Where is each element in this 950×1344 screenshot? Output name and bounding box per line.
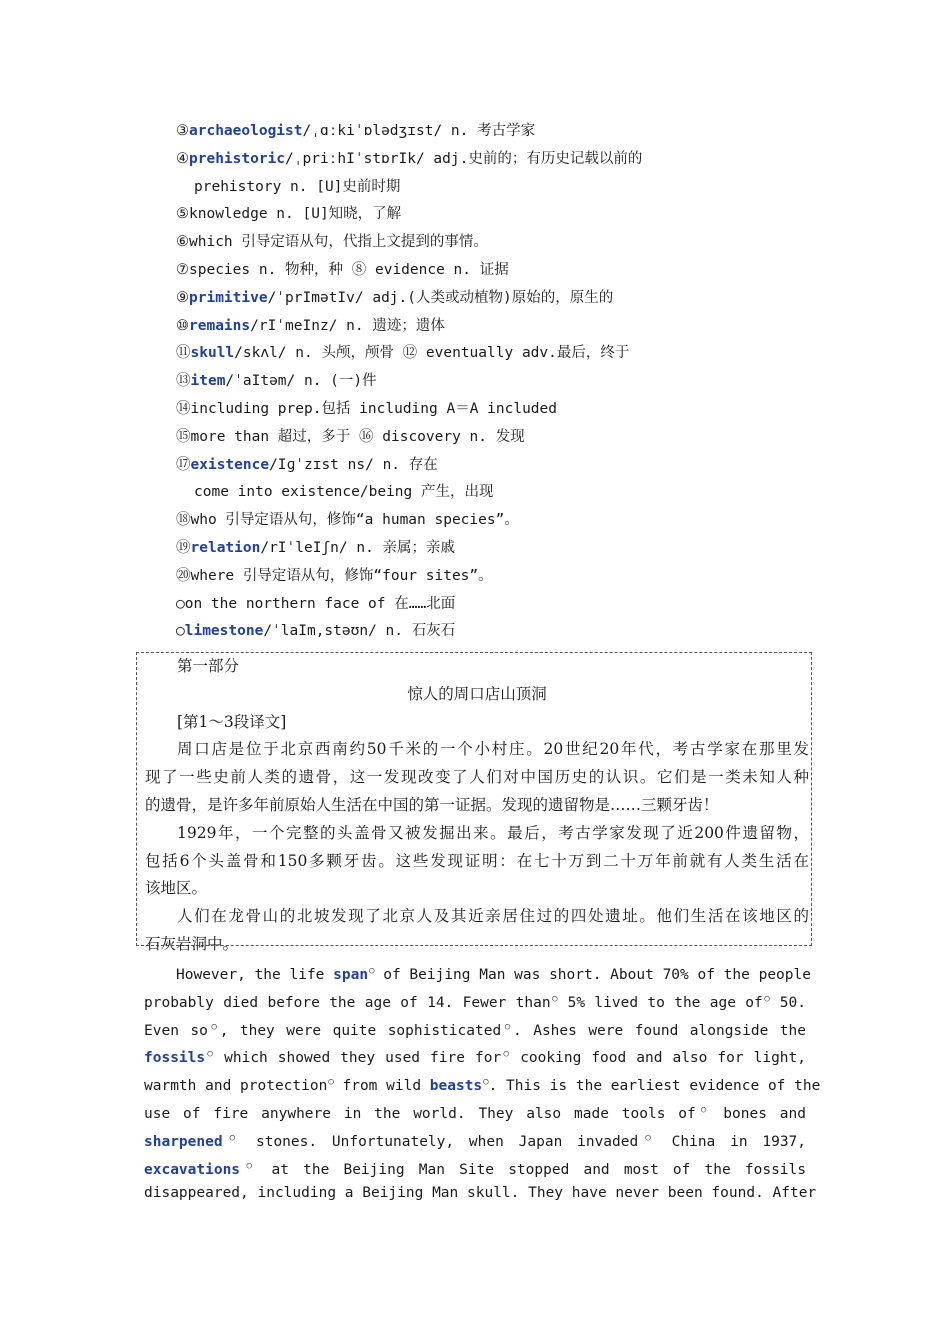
passage-text: China in 1937, [656,1133,807,1150]
entry-number: ⑥ [176,234,189,251]
keyword: relation [190,539,261,556]
vocab-entry [176,535,816,563]
entry-number: ⑳ [176,567,191,584]
note-marker: ○ [241,1160,258,1171]
note-marker: ○ [502,1021,514,1032]
vocab-entry [176,174,816,202]
entry-text: /rIˈleIʃn/ n. 亲属；亲戚 [260,539,456,556]
english-passage [144,958,821,1208]
note-marker: ○ [208,1021,220,1032]
note-marker: ○ [639,1132,657,1143]
keyword: remains [189,317,251,334]
vocab-entry [176,201,816,229]
entry-number: ⑤ [176,206,189,223]
entry-number: ⑮ [176,428,191,445]
passage-text: . This is the earliest evidence of the [488,1078,821,1095]
passage-text: use of fire anywhere in the world. They also made tools of [144,1105,696,1122]
translation-line: 周口店是位于北京西南约50千米的一个小村庄。20世纪20年代，考古学家在那里发 [177,740,809,759]
entry-number: ⑩ [176,317,189,334]
entry-number: ⑰ [176,456,191,473]
entry-text: /ˌɑːkiˈɒlədʒɪst/ n. 考古学家 [302,123,536,139]
vocab-entry [176,118,816,146]
passage-text: warmth and protection [144,1078,328,1095]
entry-text: knowledge n. [U]知晓，了解 [189,206,402,223]
highlighted-word: fossils [144,1050,206,1067]
passage-text: , they were quite sophisticated [219,1022,502,1039]
passage-line [144,1097,806,1125]
vocab-entry [176,618,816,646]
vocab-entry [176,591,816,619]
translation-paragraph-3 [145,903,809,959]
passage-line [144,1041,806,1069]
translation-line: 包括6个头盖骨和150多颗牙齿。这些发现证明：在七十万到二十万年前就有人类生活在 [145,851,809,870]
vocab-entry [176,229,816,257]
vocab-entry [176,563,816,591]
translation-line: 人们在龙骨山的北坡发现了北京人及其近亲居住过的四处遗址。他们生活在该地区的 [177,907,809,926]
passage-text: which showed they used fire for [214,1050,502,1067]
vocab-entry [176,146,816,174]
entry-number: ③ [176,123,189,139]
translation-line: 的遗骨，是许多年前原始人生活在中国的第一证据。发现的遗留物是……三颗牙齿！ [145,795,719,814]
vocab-entry [176,507,816,535]
entry-text: including prep.包括 including A＝A included [190,400,557,417]
entry-text: /ˈprImətIv/ adj.(人类或动植物)原始的，原生的 [267,289,614,306]
translation-line: 1929年，一个完整的头盖骨又被发掘出来。最后，考古学家发现了近200件遗留物， [177,823,809,842]
entry-number: ④ [176,150,189,167]
vocab-entry [176,285,816,313]
note-marker: ○ [369,966,375,976]
note-marker: ○ [551,993,559,1004]
passage-text: probably died before the age of 14. Fewer than [144,994,551,1011]
note-marker: ○ [502,1049,511,1060]
highlighted-word: sharpened [144,1133,223,1150]
vocab-entry [176,257,816,285]
note-marker: ○ [483,1077,489,1088]
entry-text: /ˌpriːhIˈstɒrIk/ adj.史前的；有历史记载以前的 [285,150,643,167]
passage-line [144,1153,806,1181]
entry-text: /ˈaItəm/ n. (一)件 [225,373,377,390]
passage-line [144,1180,817,1208]
entry-number: ⑭ [176,400,191,417]
vocab-entry [176,424,816,452]
entry-number: ⑲ [176,539,191,556]
vocab-entry [176,340,816,368]
part-heading: 第一部分 [177,657,240,675]
entry-number: ⑪ [176,345,191,362]
entry-text: prehistory n. [U]史前时期 [194,178,401,195]
entry-text: who 引导定语从句，修饰“a human species”。 [190,512,519,529]
passage-text: 50. [770,994,806,1011]
highlighted-word: span [333,966,369,983]
translation-paragraph-2 [145,820,809,903]
entry-text: on the northern face of 在……北面 [184,595,456,612]
keyword: skull [190,345,235,362]
entry-text: come into existence/being 产生，出现 [194,484,494,501]
passage-text: 5% lived to the age of [558,994,763,1011]
entry-text: more than 超过，多于 ⑯ discovery n. 发现 [190,428,525,445]
entry-number: ⑨ [176,289,189,306]
passage-text: . Ashes were found alongside the [513,1022,806,1039]
passage-line [144,986,806,1014]
passage-line [144,1125,806,1153]
passage-text: disappeared, including a Beijing Man skull. They have never been found. After [144,1185,817,1202]
highlighted-word: beasts [429,1078,483,1095]
passage-text: of Beijing Man was short. About 70% of the people [374,966,811,983]
vocabulary-notes [176,118,816,646]
translation-line: 现了一些史前人类的遗骨，这一发现改变了人们对中国历史的认识。它们是一类未知人种 [145,768,809,787]
passage-text: from wild [333,1078,430,1095]
translation-line: 石灰岩洞中。 [145,934,239,953]
passage-text: cooking food and also for light, [510,1050,806,1067]
keyword: existence [190,456,270,473]
translation-title: 惊人的周口店山顶洞 [407,684,547,703]
entry-text: species n. 物种，种 ⑧ evidence n. 证据 [189,261,509,278]
vocab-entry [176,368,816,396]
entry-number: ○ [176,595,185,612]
entry-text: /ˈlaIm,stəʊn/ n. 石灰石 [263,623,456,640]
passage-text: Even so [144,1022,208,1039]
entry-number: ⑦ [176,261,189,278]
entry-number: ⑬ [176,373,191,390]
keyword: limestone [184,623,264,640]
note-marker: ○ [223,1132,242,1143]
entry-text: which 引导定语从句，代指上文提到的事情。 [189,234,488,251]
entry-text: /Iɡˈzɪst ns/ n. 存在 [269,456,438,473]
note-marker: ○ [696,1104,711,1115]
keyword: prehistoric [189,150,286,167]
passage-line [144,1069,821,1097]
paragraph-range-label: [第1～3段译文] [177,712,287,731]
translation-paragraph-1 [145,736,809,819]
passage-text: bones and [710,1105,806,1122]
entry-number: ⑱ [176,512,191,529]
keyword: item [190,373,226,390]
translation-line: 该地区。 [145,879,208,898]
entry-text: /skʌl/ n. 头颅，颅骨 ⑫ eventually adv.最后，终于 [234,345,630,362]
passage-line [144,958,811,986]
vocab-entry [176,479,816,507]
note-marker: ○ [206,1049,215,1060]
vocab-entry [176,313,816,341]
keyword: archaeologist [189,123,303,139]
entry-text: where 引导定语从句，修饰“four sites”。 [190,567,493,584]
vocab-entry [176,396,816,424]
passage-line [144,1014,806,1042]
vocab-entry [176,452,816,480]
note-marker: ○ [328,1077,334,1088]
entry-number: ○ [176,623,185,640]
translation-box [136,652,812,953]
entry-text: /rIˈmeInz/ n. 遗迹；遗体 [250,317,445,334]
keyword: primitive [189,289,268,306]
note-marker: ○ [763,993,771,1004]
highlighted-word: excavations [144,1161,241,1178]
passage-text: at the Beijing Man Site stopped and most of the fossils [257,1161,806,1178]
passage-text: stones. Unfortunately, when Japan invaded [241,1133,639,1150]
passage-text: However, the life [176,966,334,983]
